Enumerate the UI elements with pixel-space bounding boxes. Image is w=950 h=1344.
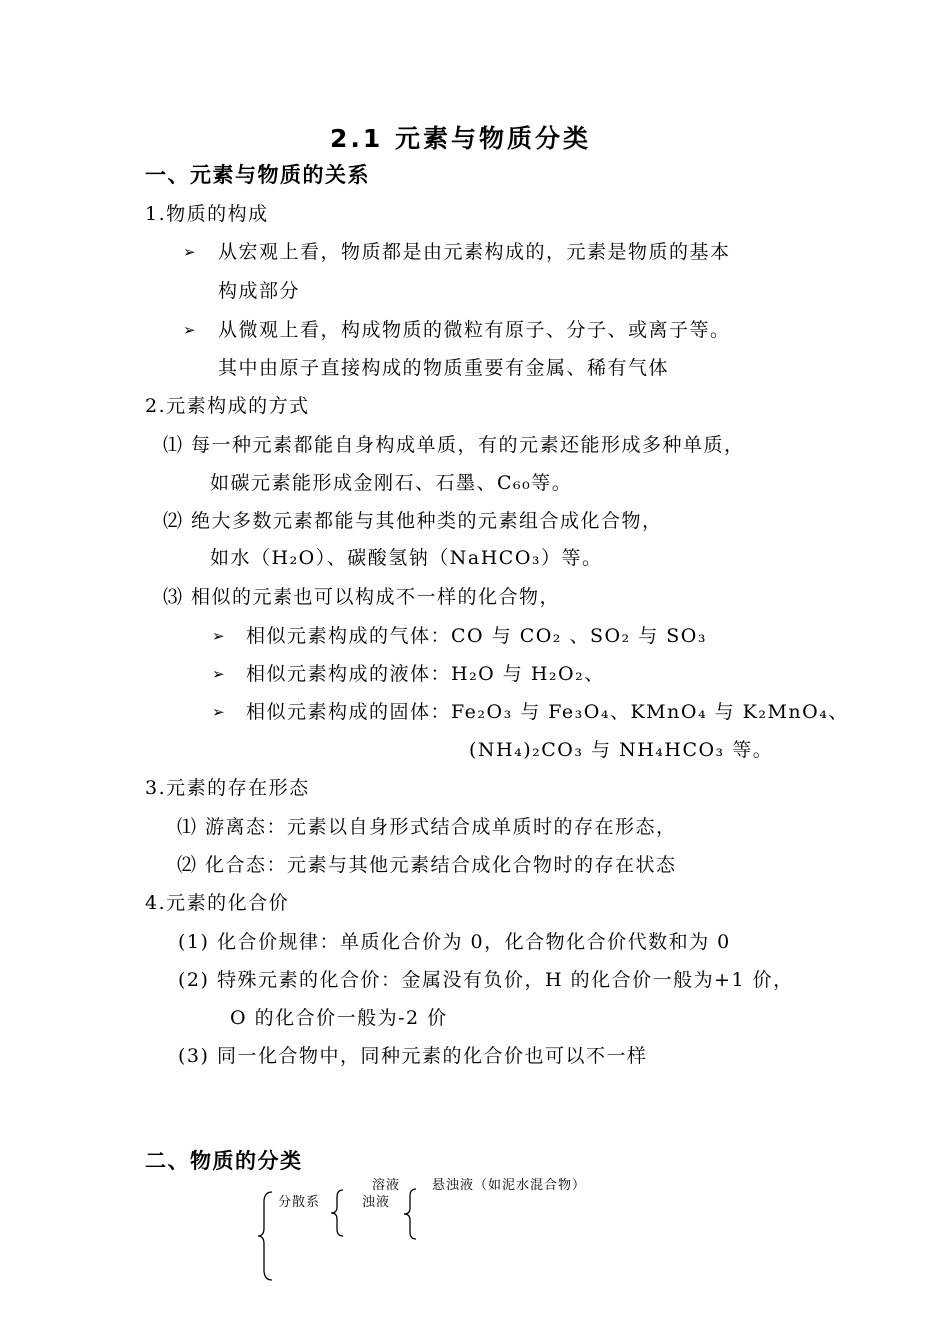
paragraph: (1) 化合价规律：单质化合价为 0，化合物化合价代数和为 0 — [178, 931, 731, 953]
arrow-bullet-icon: ➢ — [212, 627, 225, 645]
paragraph: ⑴ 每一种元素都能自身构成单质，有的元素还能形成多种单质， — [163, 434, 745, 456]
bullet-text-cont: (NH₄)₂CO₃ 与 NH₄HCO₃ 等。 — [469, 739, 774, 761]
subheading-valence: 4.元素的化合价 — [145, 892, 290, 914]
paragraph: ⑴ 游离态：元素以自身形式结合成单质时的存在形态， — [177, 816, 677, 838]
left-brace-icon — [329, 1188, 347, 1238]
bullet-text-cont: 构成部分 — [218, 280, 301, 302]
arrow-bullet-icon: ➢ — [183, 321, 196, 339]
left-brace-icon — [402, 1187, 420, 1241]
bullet-text: 相似元素构成的气体：CO 与 CO₂ 、SO₂ 与 SO₃ — [246, 625, 707, 647]
bullet-text: 相似元素构成的液体：H₂O 与 H₂O₂、 — [246, 663, 605, 685]
paragraph-cont: O 的化合价一般为-2 价 — [230, 1007, 448, 1029]
section-heading-1: 一、元素与物质的关系 — [145, 163, 370, 187]
tree-label-solution: 溶液 — [372, 1178, 401, 1193]
arrow-bullet-icon: ➢ — [212, 703, 225, 721]
left-brace-icon — [256, 1190, 276, 1282]
subheading-existence-forms: 3.元素的存在形态 — [145, 777, 310, 799]
tree-label-dispersion: 分散系 — [278, 1195, 321, 1210]
bullet-text: 从微观上看，构成物质的微粒有原子、分子、或离子等。 — [218, 319, 731, 341]
subheading-composition-methods: 2.元素构成的方式 — [145, 395, 310, 417]
arrow-bullet-icon: ➢ — [212, 665, 225, 683]
page-title: 2.1 元素与物质分类 — [330, 124, 591, 153]
paragraph: ⑵ 化合态：元素与其他元素结合成化合物时的存在状态 — [177, 854, 677, 876]
paragraph: (2) 特殊元素的化合价：金属没有负价，H 的化合价一般为+1 价， — [178, 969, 794, 991]
paragraph: (3) 同一化合物中，同种元素的化合价也可以不一样 — [178, 1045, 648, 1067]
bullet-text-cont: 其中由原子直接构成的物质重要有金属、稀有气体 — [218, 357, 670, 379]
tree-label-suspension: 悬浊液（如泥水混合物） — [432, 1178, 587, 1193]
arrow-bullet-icon: ➢ — [183, 243, 196, 261]
subheading-composition: 1.物质的构成 — [145, 203, 269, 225]
tree-label-turbid: 浊液 — [362, 1195, 391, 1210]
paragraph-cont: 如水（H₂O）、碳酸氢钠（NaHCO₃）等。 — [210, 547, 603, 569]
paragraph-cont: 如碳元素能形成金刚石、石墨、C₆₀等。 — [210, 472, 573, 494]
paragraph: ⑵ 绝大多数元素都能与其他种类的元素组合成化合物， — [163, 510, 663, 532]
paragraph: ⑶ 相似的元素也可以构成不一样的化合物， — [163, 586, 561, 608]
section-heading-2: 二、物质的分类 — [145, 1149, 303, 1173]
bullet-text: 从宏观上看，物质都是由元素构成的，元素是物质的基本 — [218, 241, 731, 263]
bullet-text: 相似元素构成的固体：Fe₂O₃ 与 Fe₃O₄、KMnO₄ 与 K₂MnO₄、 — [246, 701, 849, 723]
